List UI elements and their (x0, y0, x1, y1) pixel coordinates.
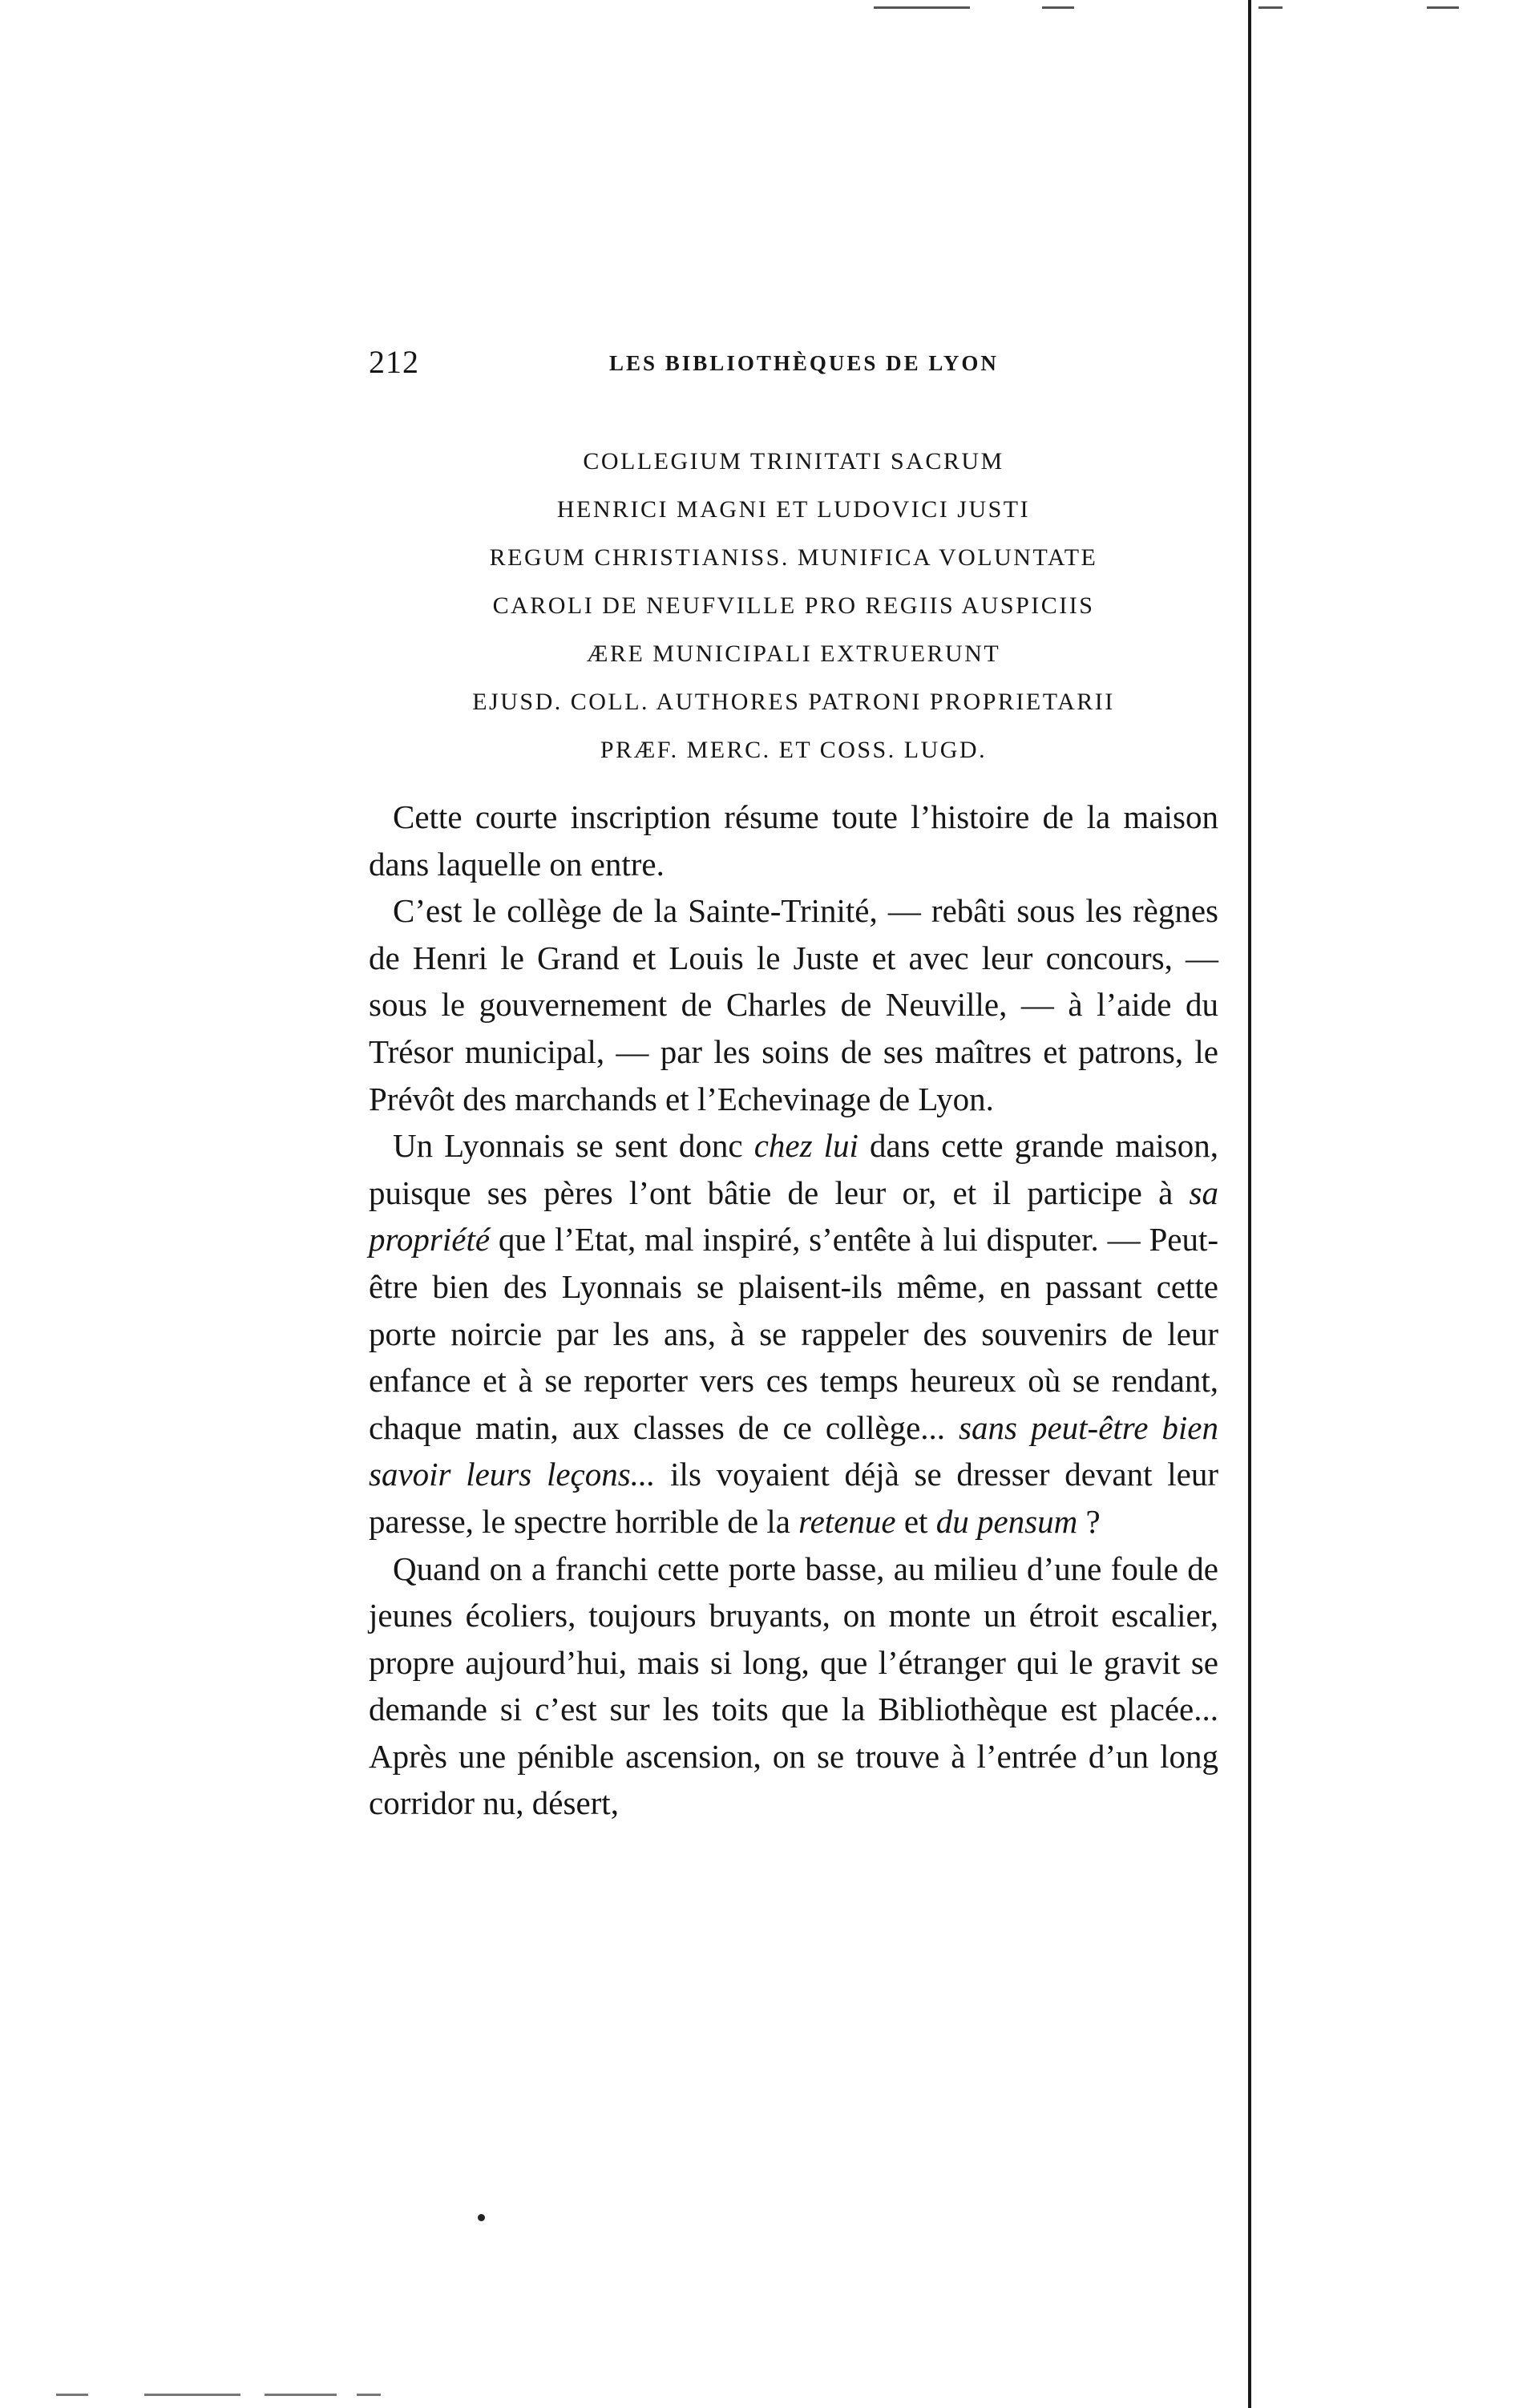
inscription-line: COLLEGIUM TRINITATI SACRUM (583, 448, 1004, 475)
paragraph: Quand on a franchi cette porte basse, au milieu d’une foule de jeunes écoliers, toujours bruyants, on monte un étroit escalier, propre aujourd’hui, mais si long, que l’étranger qui le gravit se demande si c’est sur les toits que la Bibliothèque est placée... Après une pénible ascension, on se trouve à l’entrée d’un long corridor nu, désert, (369, 1549, 1218, 1822)
scan-mark (1042, 6, 1074, 9)
paragraph: C’est le collège de la Sainte-Trinité, — rebâti sous les règnes de Henri le Grand et Louis le Juste et avec leur concours, — sous le gouvernement de Charles de Neuville, — à l’aide du Trésor municipal, — par les soins de ses maîtres et patrons, le Prévôt des marchands et l’Echevinage de Lyon. (369, 892, 1218, 1117)
text-run: dans cette grande maison, puisque ses pères l’ont bâtie de leur or, et il participe à (369, 1127, 1219, 1211)
text-run: ? (1077, 1502, 1101, 1540)
italic-phrase: sa propriété (369, 1174, 1218, 1259)
italic-phrase: retenue (798, 1502, 896, 1540)
paragraph (369, 1122, 1218, 1545)
italic-phrase: du pensum (935, 1502, 1078, 1540)
body-text (369, 794, 1218, 1827)
scan-mark (874, 6, 970, 9)
inscription-line: CAROLI DE NEUFVILLE PRO REGIIS AUSPICIIS (492, 592, 1095, 619)
inscription-line: EJUSD. COLL. AUTHORES PATRONI PROPRIETARII (472, 689, 1115, 715)
inscription-line: REGUM CHRISTIANISS. MUNIFICA VOLUNTATE (489, 544, 1098, 571)
italic-phrase: chez lui (753, 1127, 858, 1165)
scan-mark (357, 2394, 381, 2396)
inscription-line: PRÆF. MERC. ET COSS. LUGD. (600, 737, 988, 763)
scan-mark (1427, 6, 1459, 9)
text-run: Un Lyonnais se sent donc (393, 1127, 754, 1165)
ink-speck (478, 2214, 485, 2221)
inscription-line: ÆRE MUNICIPALI EXTRUERUNT (586, 640, 1001, 667)
page-number: 212 (369, 344, 419, 380)
text-run: que l’Etat, mal inspiré, s’entête à lui disputer. — Peut-être bien des Lyonnais se plaisent-ils même, en passant cette porte noircie par les ans, à se rappeler des souvenirs de leur enfance et à se reporter vers ces temps heureux où se rendant, chaque matin, aux classes de ce collège... (369, 1221, 1218, 1446)
paragraph: Cette courte inscription résume toute l’histoire de la maison dans laquelle on entre. (369, 798, 1218, 883)
running-title: LES BIBLIOTHÈQUES DE LYON (609, 351, 999, 375)
scan-mark (265, 2394, 337, 2396)
text-run: et (895, 1502, 936, 1540)
italic-phrase: sans peut-être bien savoir leurs leçons... (369, 1408, 1219, 1493)
latin-inscription (369, 438, 1218, 774)
page-edge-rule (1248, 0, 1251, 2408)
inscription-line: HENRICI MAGNI ET LUDOVICI JUSTI (556, 496, 1031, 523)
scan-mark (144, 2394, 240, 2396)
scan-mark (56, 2394, 88, 2396)
running-head (369, 343, 1242, 383)
scan-mark (1258, 6, 1283, 9)
text-run: ils voyaient déjà se dresser devant leur paresse, le spectre horrible de la (369, 1456, 1218, 1540)
